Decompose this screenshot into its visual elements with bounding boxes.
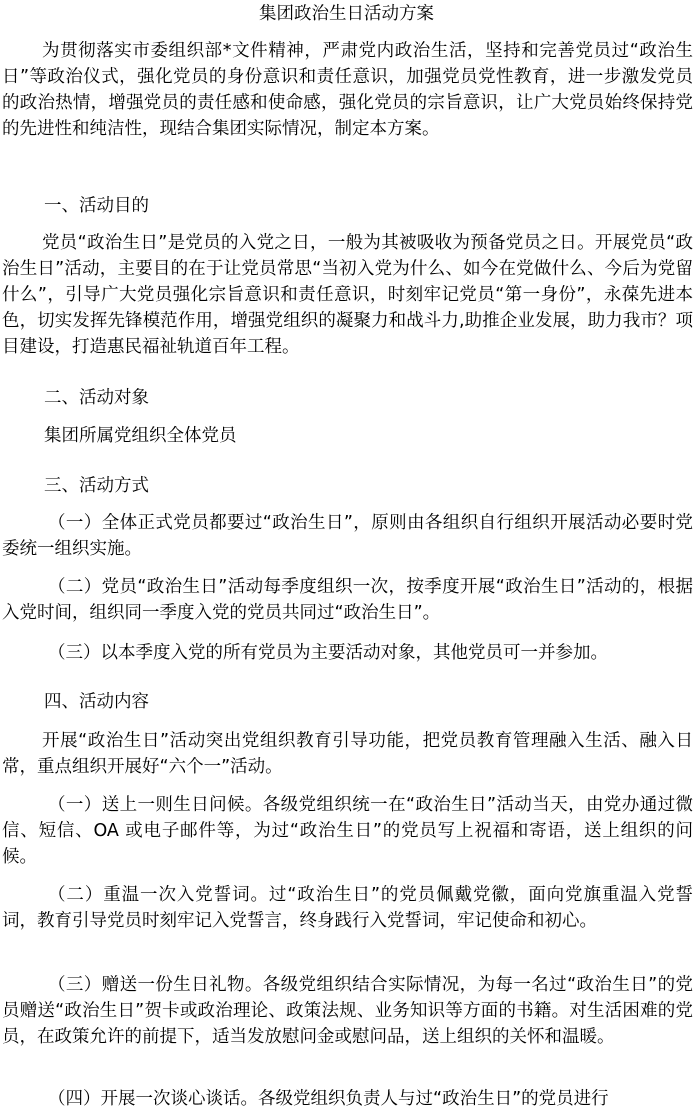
section-heading-content: 四、活动内容 <box>44 692 149 712</box>
section-intro-content: 开展“政治生日”活动突出党组织教育引导功能，把党员教育管理融入生活、融入日常，重点组织开展好“六个一”活动。 <box>2 731 693 777</box>
content-item: （一）送上一则生日问候。各级党组织统一在“政治生日”活动当天，由党办通过微信、短信、OA 或电子邮件等，为过“政治生日”的党员写上祝福和寄语，送上组织的问候。 <box>2 795 693 867</box>
section-heading-purpose: 一、活动目的 <box>44 196 149 216</box>
method-item: （二）党员“政治生日”活动每季度组织一次，按季度开展“政治生日”活动的，根据入党时间，组织同一季度入党的党员共同过“政治生日”。 <box>2 577 693 623</box>
method-item: （三）以本季度入党的所有党员为主要活动对象，其他党员可一并参加。 <box>48 643 608 663</box>
document-title: 集团政治生日活动方案 <box>259 4 434 24</box>
section-heading-method: 三、活动方式 <box>44 476 149 496</box>
section-body-target: 集团所属党组织全体党员 <box>44 426 237 446</box>
section-heading-target: 二、活动对象 <box>44 388 149 408</box>
section-body-purpose: 党员“政治生日”是党员的入党之日，一般为其被吸收为预备党员之日。开展党员“政治生日”活动，主要目的在于让党员常思“当初入党为什么、如今在党做什么、今后为党留什么”，引导广大党员强化宗旨意识和责任意识，时刻牢记党员“第一身份”，永葆先进本色，切实发挥先锋模范作用，增强党组织的凝聚力和战斗力,助推企业发展，助力我市？项目建设，打造惠民福祉轨道百年工程。 <box>2 233 693 357</box>
content-item: （四）开展一次谈心谈话。各级党组织负责人与过“政治生日”的党员进行 <box>48 1089 609 1109</box>
content-item: （二）重温一次入党誓词。过“政治生日”的党员佩戴党徽，面向党旗重温入党誓词，教育引导党员时刻牢记入党誓言，终身践行入党誓词，牢记使命和初心。 <box>2 885 693 931</box>
intro-paragraph: 为贯彻落实市委组织部*文件精神，严肃党内政治生活，坚持和完善党员过“政治生日”等政治仪式，强化党员的身份意识和责任意识，加强党员党性教育，进一步激发党员的政治热情，增强党员的责任感和使命感，强化党员的宗旨意识，让广大党员始终保持党的先进性和纯洁性，现结合集团实际情况，制定本方案。 <box>2 41 693 139</box>
content-item: （三）赠送一份生日礼物。各级党组织结合实际情况，为每一名过“政治生日”的党员赠送“政治生日”贺卡或政治理论、政策法规、业务知识等方面的书籍。对生活困难的党员，在政策允许的前提下，适当发放慰问金或慰问品，送上组织的关怀和温暖。 <box>2 975 693 1047</box>
method-item: （一）全体正式党员都要过“政治生日”，原则由各组织自行组织开展活动必要时党委统一组织实施。 <box>2 513 693 559</box>
